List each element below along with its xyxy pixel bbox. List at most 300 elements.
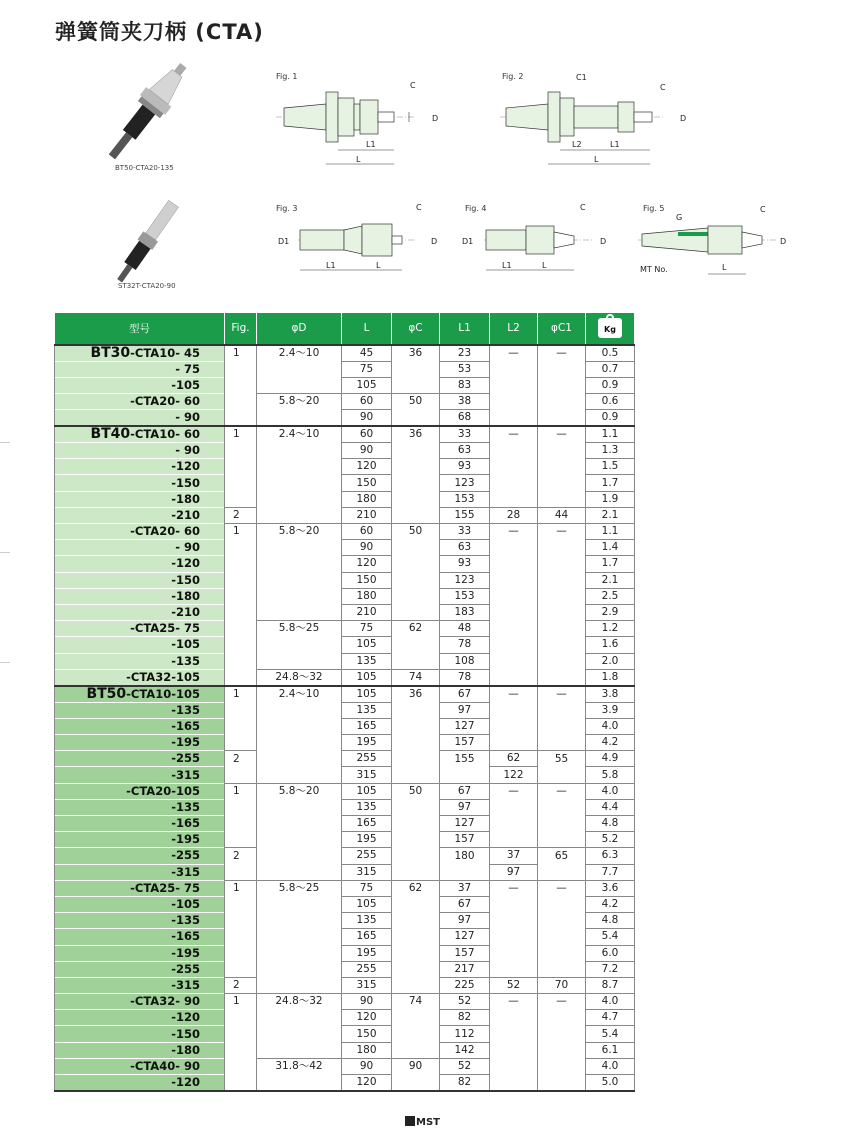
model-code: -165 <box>171 929 200 944</box>
cell-l2 <box>490 653 538 669</box>
dim-l: L <box>356 155 361 164</box>
cell-d <box>257 751 342 767</box>
cell-fig <box>225 913 257 929</box>
cell-fig <box>225 832 257 848</box>
cell-l: 120 <box>342 459 392 475</box>
cell-kg: 1.6 <box>586 637 635 653</box>
model-code: -165 <box>171 816 200 831</box>
cell-kg: 8.7 <box>586 977 635 993</box>
cell-d <box>257 475 342 491</box>
cell-c: 50 <box>392 783 440 799</box>
cell-d: 5.8～25 <box>257 621 342 637</box>
cell-model <box>55 637 225 653</box>
spec-table <box>54 312 635 1092</box>
model-code: -255 <box>171 751 200 766</box>
model-code: -CTA40- 90 <box>130 1058 200 1073</box>
cell-c1: 44 <box>538 507 586 523</box>
model-code: - 90 <box>175 540 200 555</box>
cell-l1: 180 <box>440 848 490 864</box>
cell-d: 2.4～10 <box>257 345 342 362</box>
cell-l2: 28 <box>490 507 538 523</box>
cell-l2 <box>490 929 538 945</box>
fig-1-label: Fig. 1 <box>276 72 298 81</box>
cell-l1: 63 <box>440 443 490 459</box>
table-row <box>55 426 635 443</box>
cell-l1: 33 <box>440 426 490 443</box>
cell-kg: 1.7 <box>586 475 635 491</box>
cell-l2 <box>490 410 538 427</box>
cell-d <box>257 864 342 880</box>
cell-d <box>257 1075 342 1092</box>
model-series-prefix: BT50 <box>86 685 127 702</box>
col-header-fig: Fig. <box>225 313 257 345</box>
cell-fig <box>225 475 257 491</box>
model-code: -195 <box>171 735 200 750</box>
cell-l: 210 <box>342 604 392 620</box>
dim-c: C <box>660 83 666 92</box>
cell-c: 36 <box>392 426 440 443</box>
cell-c1 <box>538 637 586 653</box>
cell-model <box>55 588 225 604</box>
cell-d <box>257 977 342 993</box>
cell-fig <box>225 799 257 815</box>
cell-kg: 1.9 <box>586 491 635 507</box>
cell-kg: 4.0 <box>586 783 635 799</box>
cell-l1: 155 <box>440 751 490 767</box>
cell-c1 <box>538 653 586 669</box>
page-title: 弹簧筒夹刀柄 (CTA) <box>55 20 264 44</box>
cell-l: 75 <box>342 361 392 377</box>
cell-l1: 97 <box>440 702 490 718</box>
dim-mt-no: MT No. <box>640 265 668 274</box>
cell-model <box>55 361 225 377</box>
cell-l2: — <box>490 783 538 799</box>
cell-l: 255 <box>342 961 392 977</box>
cell-fig <box>225 653 257 669</box>
cell-c <box>392 718 440 734</box>
model-code: -315 <box>171 977 200 992</box>
cell-d <box>257 1026 342 1042</box>
cell-l2: — <box>490 345 538 362</box>
table-row <box>55 345 635 362</box>
cell-kg: 6.0 <box>586 945 635 961</box>
cell-fig <box>225 735 257 751</box>
cell-l2 <box>490 491 538 507</box>
cell-model <box>55 604 225 620</box>
cell-l1: 217 <box>440 961 490 977</box>
table-row <box>55 977 635 993</box>
cell-kg: 2.0 <box>586 653 635 669</box>
cell-c1 <box>538 718 586 734</box>
cell-l1: 23 <box>440 345 490 362</box>
dim-l: L <box>542 261 547 270</box>
cell-d <box>257 718 342 734</box>
cell-model <box>55 393 225 409</box>
cell-kg: 4.9 <box>586 751 635 767</box>
dim-c: C <box>416 203 422 212</box>
table-row <box>55 816 635 832</box>
cell-l2 <box>490 459 538 475</box>
cell-d <box>257 588 342 604</box>
fig-4-label: Fig. 4 <box>465 204 487 213</box>
cell-l: 195 <box>342 945 392 961</box>
cell-l2 <box>490 1026 538 1042</box>
cell-l: 195 <box>342 735 392 751</box>
dim-l1: L1 <box>502 261 512 270</box>
model-code: - 75 <box>175 361 200 376</box>
cell-c <box>392 572 440 588</box>
cell-model <box>55 977 225 993</box>
dim-l: L <box>376 261 381 270</box>
cell-kg: 4.8 <box>586 816 635 832</box>
cell-fig <box>225 459 257 475</box>
table-row <box>55 459 635 475</box>
table-row <box>55 572 635 588</box>
cell-l1: 127 <box>440 816 490 832</box>
cell-c1 <box>538 1075 586 1092</box>
cell-model <box>55 961 225 977</box>
cell-c <box>392 832 440 848</box>
cell-l2 <box>490 556 538 572</box>
cell-model <box>55 524 225 540</box>
cell-model <box>55 556 225 572</box>
cell-l2 <box>490 832 538 848</box>
model-code: -CTA10- 45 <box>130 345 200 360</box>
cell-kg: 4.0 <box>586 994 635 1010</box>
cell-kg: 5.8 <box>586 767 635 783</box>
col-header-model: 型号 <box>55 313 225 345</box>
cell-l2 <box>490 1058 538 1074</box>
cell-c1 <box>538 572 586 588</box>
cell-d: 31.8～42 <box>257 1058 342 1074</box>
table-row <box>55 524 635 540</box>
cell-kg: 2.1 <box>586 572 635 588</box>
fig-3-diagram <box>276 203 446 278</box>
cell-model <box>55 443 225 459</box>
cell-l1: 97 <box>440 913 490 929</box>
cell-kg: 4.0 <box>586 1058 635 1074</box>
cell-model <box>55 718 225 734</box>
cell-fig <box>225 767 257 783</box>
cell-c1 <box>538 361 586 377</box>
cell-c: 90 <box>392 1058 440 1074</box>
dim-l1: L1 <box>326 261 336 270</box>
cell-model <box>55 475 225 491</box>
cell-l2: 37 <box>490 848 538 864</box>
cell-c1 <box>538 767 586 783</box>
model-code: -255 <box>171 848 200 863</box>
dim-d: D <box>600 237 607 246</box>
cell-kg: 1.1 <box>586 524 635 540</box>
cell-model <box>55 945 225 961</box>
cell-l1: 142 <box>440 1042 490 1058</box>
cell-l: 75 <box>342 880 392 896</box>
cell-d <box>257 653 342 669</box>
cell-l2 <box>490 702 538 718</box>
cell-fig <box>225 540 257 556</box>
cell-d <box>257 377 342 393</box>
cell-l2 <box>490 799 538 815</box>
model-code: -105 <box>171 377 200 392</box>
cell-l1: 153 <box>440 588 490 604</box>
cell-l2: 122 <box>490 767 538 783</box>
cell-model <box>55 896 225 912</box>
table-row <box>55 653 635 669</box>
cell-fig <box>225 896 257 912</box>
table-row <box>55 994 635 1010</box>
cell-fig <box>225 410 257 427</box>
cell-d: 5.8～25 <box>257 880 342 896</box>
model-code: -120 <box>171 556 200 571</box>
cell-c1 <box>538 1058 586 1074</box>
cell-kg: 0.6 <box>586 393 635 409</box>
cell-d <box>257 1042 342 1058</box>
cell-l2 <box>490 572 538 588</box>
table-row <box>55 410 635 427</box>
fig-5-diagram <box>638 205 808 286</box>
cell-kg: 0.9 <box>586 410 635 427</box>
cell-d <box>257 945 342 961</box>
table-row <box>55 718 635 734</box>
cell-kg: 1.8 <box>586 669 635 686</box>
cell-d: 24.8～32 <box>257 994 342 1010</box>
table-row <box>55 1058 635 1074</box>
table-row <box>55 1010 635 1026</box>
cell-l2: — <box>490 994 538 1010</box>
dim-d1: D1 <box>462 237 474 246</box>
dim-d: D <box>432 114 439 123</box>
cell-c <box>392 604 440 620</box>
cell-c <box>392 1042 440 1058</box>
cell-l: 105 <box>342 686 392 703</box>
cell-l: 120 <box>342 556 392 572</box>
table-row <box>55 491 635 507</box>
cell-kg: 5.2 <box>586 832 635 848</box>
cell-c1: 65 <box>538 848 586 864</box>
cell-fig: 1 <box>225 426 257 443</box>
dim-g: G <box>676 213 683 222</box>
cell-kg: 4.7 <box>586 1010 635 1026</box>
fig-1-diagram <box>276 80 446 170</box>
cell-l1: 123 <box>440 475 490 491</box>
cell-l: 105 <box>342 783 392 799</box>
table-row <box>55 783 635 799</box>
margin-tick <box>0 552 10 553</box>
cell-kg: 0.9 <box>586 377 635 393</box>
cell-model <box>55 686 225 703</box>
cell-c <box>392 799 440 815</box>
model-series-prefix: BT30 <box>90 344 131 361</box>
table-row <box>55 361 635 377</box>
model-code: -CTA10-105 <box>126 686 200 701</box>
cell-d <box>257 410 342 427</box>
cell-d <box>257 491 342 507</box>
cell-c: 50 <box>392 524 440 540</box>
table-row <box>55 443 635 459</box>
model-code: -195 <box>171 945 200 960</box>
cell-l1: 67 <box>440 896 490 912</box>
cell-d: 24.8～32 <box>257 669 342 686</box>
cell-d <box>257 507 342 523</box>
cell-d <box>257 735 342 751</box>
cell-l: 150 <box>342 1026 392 1042</box>
cell-l: 90 <box>342 994 392 1010</box>
table-row <box>55 832 635 848</box>
cell-fig: 1 <box>225 994 257 1010</box>
model-code: -315 <box>171 864 200 879</box>
cell-c1 <box>538 669 586 686</box>
model-code: -CTA25- 75 <box>130 880 200 895</box>
cell-fig <box>225 572 257 588</box>
cell-model <box>55 929 225 945</box>
cell-l1: 52 <box>440 994 490 1010</box>
cell-kg: 4.0 <box>586 718 635 734</box>
cell-c1 <box>538 832 586 848</box>
fig-3-label: Fig. 3 <box>276 204 298 213</box>
cell-l: 90 <box>342 540 392 556</box>
cell-l1: 153 <box>440 491 490 507</box>
cell-model <box>55 459 225 475</box>
cell-c: 36 <box>392 686 440 703</box>
cell-c1 <box>538 443 586 459</box>
cell-c: 50 <box>392 393 440 409</box>
cell-fig <box>225 361 257 377</box>
cell-fig: 2 <box>225 977 257 993</box>
dim-c: C <box>760 205 766 214</box>
cell-model <box>55 913 225 929</box>
cell-l: 255 <box>342 751 392 767</box>
table-header-row <box>55 313 635 345</box>
cell-l1: 63 <box>440 540 490 556</box>
table-row <box>55 637 635 653</box>
cell-fig <box>225 491 257 507</box>
cell-fig: 2 <box>225 848 257 864</box>
cell-kg: 2.9 <box>586 604 635 620</box>
dim-l1: L1 <box>366 140 376 149</box>
cell-l1: 157 <box>440 945 490 961</box>
model-code: - 90 <box>175 443 200 458</box>
cell-kg: 7.2 <box>586 961 635 977</box>
cell-l1: 48 <box>440 621 490 637</box>
photo-caption: ST32T-CTA20-90 <box>118 282 176 290</box>
cell-l2: 62 <box>490 751 538 767</box>
cell-l1: 127 <box>440 929 490 945</box>
cell-l: 105 <box>342 377 392 393</box>
cell-c1 <box>538 621 586 637</box>
cell-model <box>55 1042 225 1058</box>
cell-c <box>392 475 440 491</box>
table-row <box>55 929 635 945</box>
model-code: -135 <box>171 653 200 668</box>
model-code: -150 <box>171 1026 200 1041</box>
table-row <box>55 686 635 703</box>
cell-c <box>392 735 440 751</box>
cell-c <box>392 556 440 572</box>
table-row <box>55 848 635 864</box>
cell-d <box>257 556 342 572</box>
cell-model <box>55 735 225 751</box>
cell-fig: 1 <box>225 345 257 362</box>
cell-l: 180 <box>342 491 392 507</box>
cell-fig <box>225 718 257 734</box>
cell-model <box>55 669 225 686</box>
cell-l: 180 <box>342 588 392 604</box>
dim-d: D <box>431 237 438 246</box>
cell-l1: 183 <box>440 604 490 620</box>
cell-model <box>55 491 225 507</box>
model-code: -180 <box>171 491 200 506</box>
cell-l1: 53 <box>440 361 490 377</box>
cell-l2 <box>490 896 538 912</box>
cell-l: 45 <box>342 345 392 362</box>
cell-c1 <box>538 377 586 393</box>
table-row <box>55 767 635 783</box>
cell-model <box>55 410 225 427</box>
dim-l: L <box>594 155 599 164</box>
dim-d: D <box>680 114 687 123</box>
cell-l: 135 <box>342 653 392 669</box>
cell-fig: 2 <box>225 507 257 523</box>
cell-l1: 82 <box>440 1075 490 1092</box>
cell-fig <box>225 961 257 977</box>
model-code: -135 <box>171 799 200 814</box>
table-row <box>55 540 635 556</box>
model-code: -315 <box>171 767 200 782</box>
model-code: -180 <box>171 588 200 603</box>
dim-c: C <box>410 81 416 90</box>
cell-l2: — <box>490 524 538 540</box>
cell-d <box>257 459 342 475</box>
cell-l2 <box>490 540 538 556</box>
cell-c <box>392 1026 440 1042</box>
model-code: -135 <box>171 913 200 928</box>
cell-l1: 155 <box>440 507 490 523</box>
model-code: -CTA20-105 <box>126 783 200 798</box>
cell-d <box>257 443 342 459</box>
cell-l2 <box>490 961 538 977</box>
cell-l2 <box>490 735 538 751</box>
cell-l2 <box>490 945 538 961</box>
table-row <box>55 1026 635 1042</box>
table-row <box>55 507 635 523</box>
cell-c1 <box>538 816 586 832</box>
cell-c1 <box>538 393 586 409</box>
table-row <box>55 751 635 767</box>
cell-c1 <box>538 1010 586 1026</box>
cell-d <box>257 637 342 653</box>
cell-fig <box>225 393 257 409</box>
model-code: -195 <box>171 832 200 847</box>
cell-kg: 1.3 <box>586 443 635 459</box>
cell-l1: 82 <box>440 1010 490 1026</box>
cell-c1 <box>538 540 586 556</box>
cell-l1: 157 <box>440 832 490 848</box>
model-code: -CTA32- 90 <box>130 994 200 1009</box>
cell-kg: 4.8 <box>586 913 635 929</box>
dim-l2: L2 <box>572 140 582 149</box>
cell-c1 <box>538 1026 586 1042</box>
fig-5-label: Fig. 5 <box>643 204 665 213</box>
model-code: -165 <box>171 718 200 733</box>
table-row <box>55 1042 635 1058</box>
cell-c <box>392 507 440 523</box>
cell-c: 62 <box>392 621 440 637</box>
margin-tick <box>0 662 10 663</box>
cell-l1: 37 <box>440 880 490 896</box>
model-code: -150 <box>171 572 200 587</box>
cell-c <box>392 929 440 945</box>
cell-fig <box>225 377 257 393</box>
